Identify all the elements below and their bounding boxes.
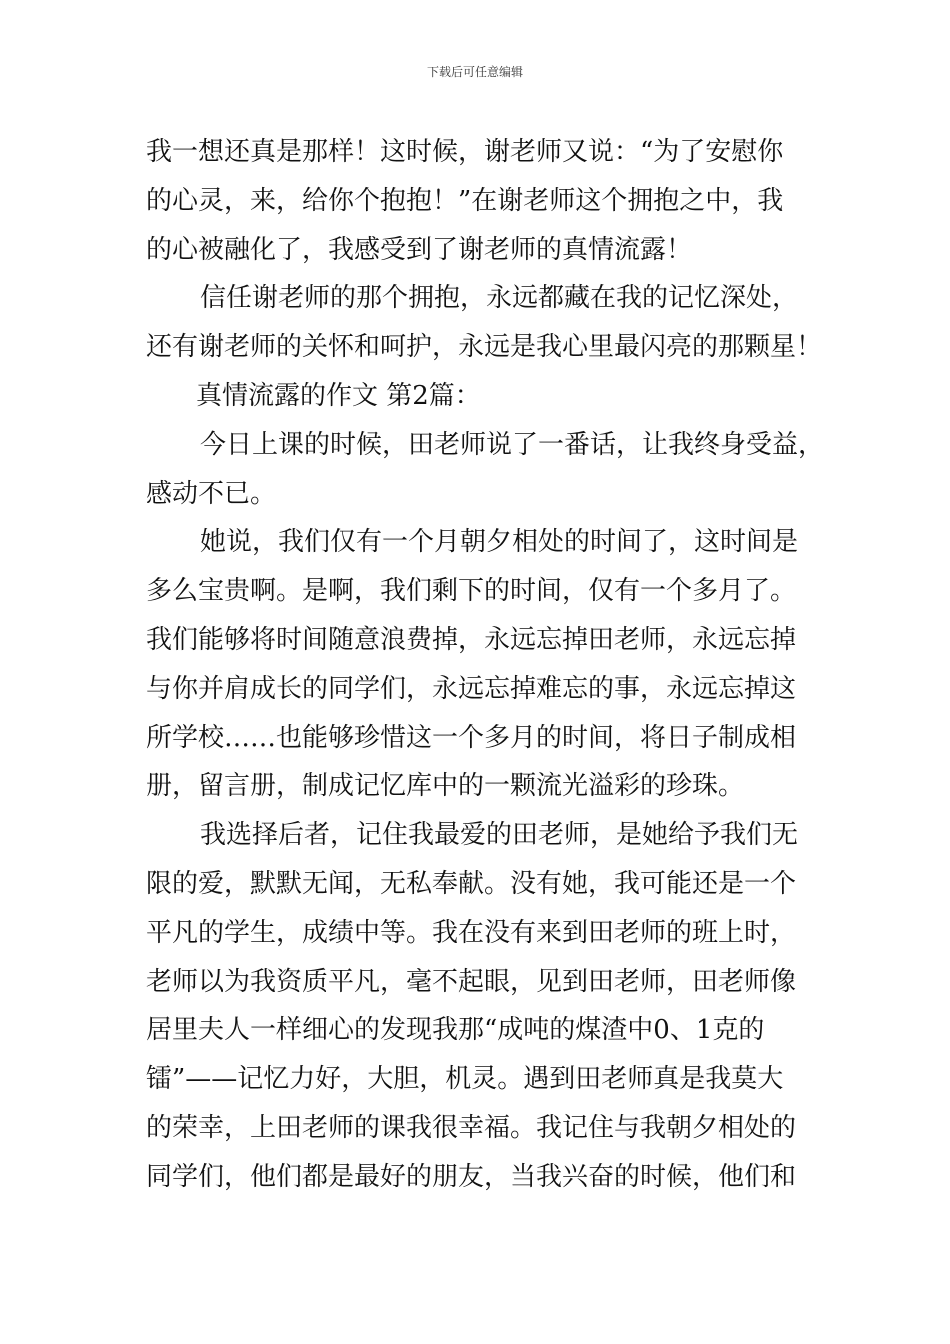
text-line: 居里夫人一样细心的发现我那“成吨的煤渣中0、1克的 <box>146 1015 765 1046</box>
text-line: 所学校……也能够珍惜这一个多月的时间，将日子制成相 <box>146 722 797 753</box>
text-line: 同学们，他们都是最好的朋友，当我兴奋的时候，他们和 <box>146 1161 797 1192</box>
text-line: 镭”——记忆力好，大胆，机灵。遇到田老师真是我莫大 <box>146 1064 784 1095</box>
text-line: 感动不已。 <box>146 478 277 509</box>
text-line: 我们能够将时间随意浪费掉，永远忘掉田老师，永远忘掉 <box>146 624 797 655</box>
section-heading: 真情流露的作文 第2篇： <box>196 380 481 411</box>
page-header-note: 下载后可任意编辑 <box>426 65 523 79</box>
text-line: 多么宝贵啊。是啊，我们剩下的时间，仅有一个多月了。 <box>146 576 797 607</box>
text-line: 与你并肩成长的同学们，永远忘掉难忘的事，永远忘掉这 <box>146 673 797 704</box>
text-line: 平凡的学生，成绩中等。我在没有来到田老师的班上时， <box>146 917 797 948</box>
document-body <box>146 128 826 1202</box>
text-line: 信任谢老师的那个拥抱，永远都藏在我的记忆深处， <box>200 283 799 314</box>
text-line: 老师以为我资质平凡，毫不起眼，见到田老师，田老师像 <box>146 966 797 997</box>
text-line: 还有谢老师的关怀和呵护，永远是我心里最闪亮的那颗星！ <box>146 332 823 363</box>
text-line: 册，留言册，制成记忆库中的一颗流光溢彩的珍珠。 <box>146 771 745 802</box>
text-line: 我选择后者，记住我最爱的田老师，是她给予我们无 <box>200 820 799 851</box>
text-line: 今日上课的时候，田老师说了一番话，让我终身受益， <box>200 429 825 460</box>
text-line: 的荣幸，上田老师的课我很幸福。我记住与我朝夕相处的 <box>146 1112 797 1143</box>
text-line: 的心被融化了，我感受到了谢老师的真情流露！ <box>146 234 693 265</box>
text-line: 的心灵，来，给你个抱抱！”在谢老师这个拥抱之中，我 <box>146 185 784 216</box>
text-line: 限的爱，默默无闻，无私奉献。没有她，我可能还是一个 <box>146 868 797 899</box>
text-line: 我一想还真是那样！这时候，谢老师又说：“为了安慰你 <box>146 137 784 167</box>
text-line: 她说，我们仅有一个月朝夕相处的时间了，这时间是 <box>200 527 799 558</box>
